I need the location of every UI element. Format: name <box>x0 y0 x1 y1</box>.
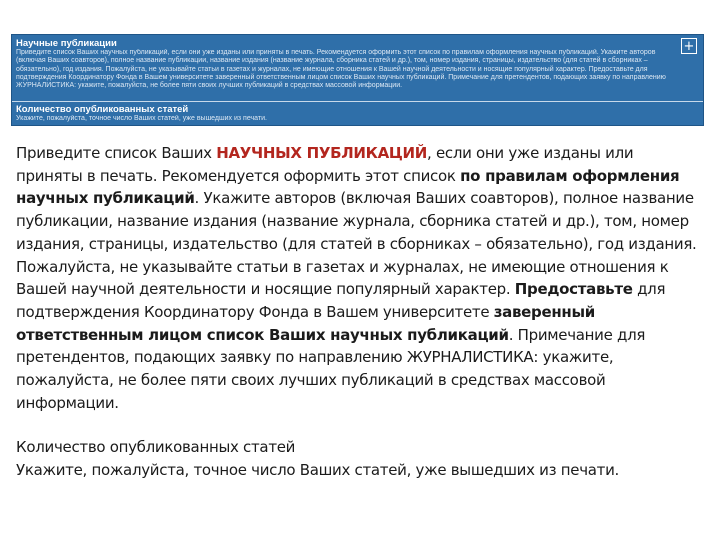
section-description-article-count: Укажите, пожалуйста, точное число Ваших статей, уже вышедших из печати. <box>16 115 267 122</box>
text-run: Приведите список Ваших <box>16 144 217 162</box>
section-description-publications: Приведите список Ваших научных публикаций, если они уже изданы или приняты в печать. Рекомендуется оформить этот список по правилам оформления научных публикаций. Укажите авторов (включая Ваших соавторов), полное название публикации, название издания (название журнала, сборника статей и др.), том, номер издания, страницы, издательство (для статей в сборниках – обязательно), год издания. Пожалуйста, не указывайте статьи в газетах и журналах, не имеющие отношения к Вашей научной деятельности и носящие популярный характер. Предоставьте для подтверждения Координатору Фонда в Вашем университете заверенный ответственным лицом список Ваших научных публикаций. Примечание для претендентов, подающих заявку по направлению ЖУРНАЛИСТИКА: укажите, пожалуйста, не более пяти своих лучших публикаций в средствах массовой информации. <box>16 49 666 90</box>
text-run: для подтверждения Координатору Фонда в Вашем университете <box>16 280 666 321</box>
text-run: , если они уже изданы или приняты в печать. Рекомендуется оформить этот список <box>16 144 634 185</box>
spacer <box>16 414 702 436</box>
highlight-certified-list: заверенный ответственным лицом список Ваших научных публикаций <box>16 302 595 344</box>
form-screenshot <box>11 34 704 126</box>
section-divider <box>12 101 703 102</box>
article-count-heading: Количество опубликованных статей <box>16 438 296 457</box>
highlight-formatting-rules: по правилам оформления научных публикаций <box>16 166 680 208</box>
article-count-instructions: Укажите, пожалуйста, точное число Ваших статей, уже вышедших из печати. <box>16 461 620 480</box>
section-title-publications: Научные публикации <box>16 38 117 49</box>
text-run: . Примечание для претендентов, подающих заявку по направлению ЖУРНАЛИСТИКА: укажите, пожалуйста, не более пяти своих лучших публикаций в средствах массовой информации. <box>16 325 646 412</box>
enlarged-text <box>16 142 702 482</box>
highlight-provide: Предоставьте <box>514 280 633 299</box>
section-title-article-count: Количество опубликованных статей <box>16 104 189 115</box>
highlight-scientific-publications: НАУЧНЫХ ПУБЛИКАЦИЙ <box>216 144 428 162</box>
text-run: . Укажите авторов (включая Ваших соавторов), полное название публикации, название издания (название журнала, сборника статей и др.), том, номер издания, страницы, издательство (для статей в сборниках – обязательно), год издания. Пожалуйста, не указывайте статьи в газетах и журналах, не имеющие отношения к Вашей научной деятельности и носящие популярный характер. <box>16 189 697 299</box>
add-button[interactable]: + <box>681 38 697 54</box>
publications-instructions <box>16 142 702 414</box>
